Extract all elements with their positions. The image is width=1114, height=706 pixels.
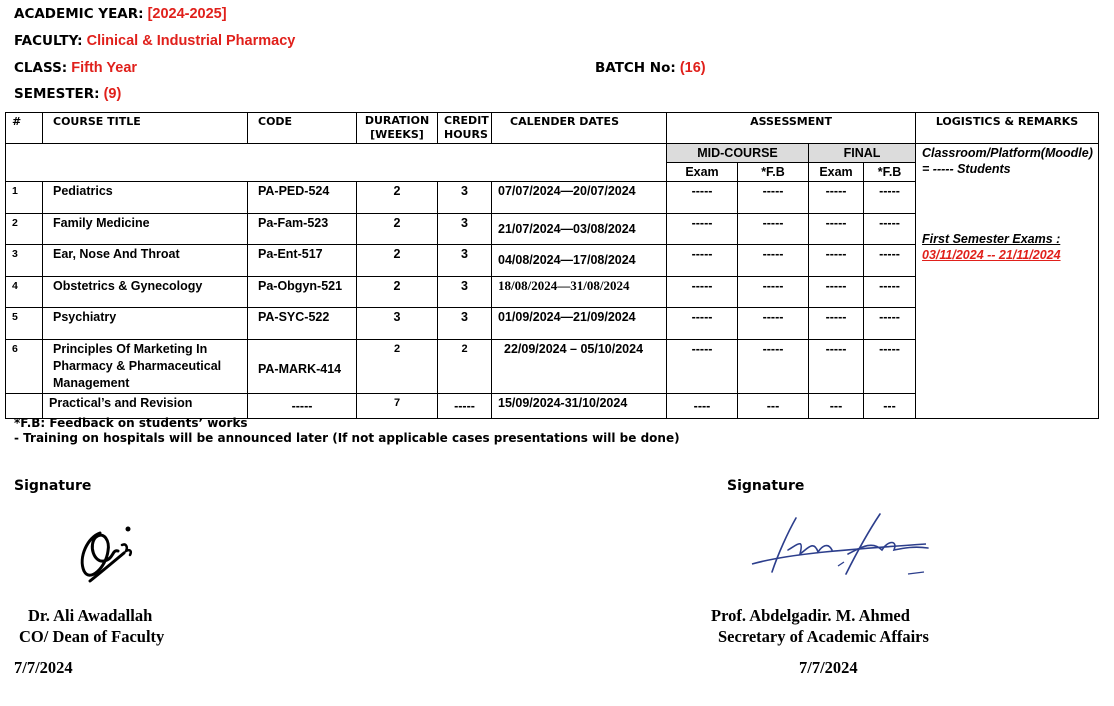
remarks-cell [916, 144, 1099, 419]
right-signature-date: 7/7/2024 [799, 658, 858, 677]
mid-fb-header: *F.B [738, 163, 809, 182]
row-mid-fb: ----- [738, 245, 809, 277]
row-final-fb: --- [864, 394, 916, 419]
row-duration: 2 [357, 214, 438, 245]
remarks-classroom: Classroom/Platform(Moodle) = ----- Students [922, 146, 1093, 176]
row-dates: 22/09/2024 – 05/10/2024 [492, 340, 667, 394]
row-code: Pa-Ent-517 [248, 245, 357, 277]
row-code: ----- [248, 394, 357, 419]
row-mid-exam: ----- [667, 308, 738, 340]
row-dates: 01/09/2024—21/09/2024 [492, 308, 667, 340]
academic-year-label: ACADEMIC YEAR: [14, 6, 144, 22]
row-dates: 21/07/2024—03/08/2024 [492, 214, 667, 245]
col-header-logistics: LOGISTICS & REMARKS [916, 113, 1099, 144]
row-duration: 2 [357, 277, 438, 308]
academic-year-value: [2024-2025] [147, 6, 227, 22]
faculty-value: Clinical & Industrial Pharmacy [86, 33, 296, 49]
left-signature-date: 7/7/2024 [14, 658, 73, 677]
row-duration: 2 [357, 245, 438, 277]
col-header-code: CODE [248, 113, 357, 144]
row-duration: 3 [357, 308, 438, 340]
semester-label: SEMESTER: [14, 86, 100, 102]
left-signature-label: Signature [14, 478, 92, 494]
remarks-exams-dates: 03/11/2024 -- 21/11/2024 [922, 248, 1061, 262]
final-fb-header: *F.B [864, 163, 916, 182]
row-mid-fb: ----- [738, 308, 809, 340]
row-credit: 2 [438, 340, 492, 394]
row-course-title: Obstetrics & Gynecology [43, 277, 248, 308]
row-final-exam: ----- [809, 340, 864, 394]
row-course-title: Family Medicine [43, 214, 248, 245]
row-final-exam: --- [809, 394, 864, 419]
row-final-exam: ----- [809, 214, 864, 245]
col-header-credit-hours: CREDIT HOURS [438, 113, 492, 144]
row-credit: ----- [438, 394, 492, 419]
col-header-assessment: ASSESSMENT [667, 113, 916, 144]
spacer-cell [6, 144, 667, 182]
batch-label: BATCH No: [595, 60, 676, 76]
row-duration: 2 [357, 182, 438, 214]
row-duration: 7 [357, 394, 438, 419]
right-signature-label: Signature [727, 478, 805, 494]
remarks-exams-label: First Semester Exams : [922, 232, 1061, 246]
row-code: PA-PED-524 [248, 182, 357, 214]
row-code: PA-MARK-414 [248, 340, 357, 394]
faculty-label: FACULTY: [14, 33, 83, 49]
row-mid-exam: ----- [667, 277, 738, 308]
row-code: Pa-Fam-523 [248, 214, 357, 245]
row-num: 5 [6, 308, 43, 340]
semester-line [14, 86, 121, 102]
row-mid-exam: ----- [667, 214, 738, 245]
assessment-group-row [6, 144, 1099, 163]
row-num: 4 [6, 277, 43, 308]
row-course-title: Principles Of Marketing In Pharmacy & Pharmaceutical Management [43, 340, 248, 394]
row-course-title: Pediatrics [43, 182, 248, 214]
row-final-fb: ----- [864, 308, 916, 340]
left-signatory-name: Dr. Ali Awadallah [28, 606, 153, 625]
row-mid-exam: ----- [667, 182, 738, 214]
row-final-exam: ----- [809, 182, 864, 214]
row-credit: 3 [438, 245, 492, 277]
col-header-duration: DURATION [WEEKS] [357, 113, 438, 144]
right-signatory-title: Secretary of Academic Affairs [718, 627, 929, 646]
col-header-calendar-dates: CALENDER DATES [492, 113, 667, 144]
col-header-course-title: COURSE TITLE [43, 113, 248, 144]
row-final-exam: ----- [809, 245, 864, 277]
row-final-exam: ----- [809, 277, 864, 308]
row-dates: 07/07/2024—20/07/2024 [492, 182, 667, 214]
row-dates: 15/09/2024-31/10/2024 [492, 394, 667, 419]
row-num: 1 [6, 182, 43, 214]
batch-value: (16) [679, 60, 706, 76]
row-num: 3 [6, 245, 43, 277]
row-code: Pa-Obgyn-521 [248, 277, 357, 308]
row-final-exam: ----- [809, 308, 864, 340]
right-signature-mark [748, 510, 938, 582]
col-header-num: # [6, 113, 43, 144]
row-final-fb: ----- [864, 245, 916, 277]
row-mid-fb: ----- [738, 277, 809, 308]
semester-value: (9) [103, 86, 122, 102]
class-label: CLASS: [14, 60, 68, 76]
row-course-title: Psychiatry [43, 308, 248, 340]
row-mid-exam: ---- [667, 394, 738, 419]
class-line [14, 60, 137, 76]
academic-year-line [14, 6, 227, 22]
left-signatory-title: CO/ Dean of Faculty [19, 627, 165, 646]
faculty-line [14, 33, 295, 49]
row-credit: 3 [438, 277, 492, 308]
row-mid-fb: --- [738, 394, 809, 419]
class-value: Fifth Year [71, 60, 138, 76]
final-header: FINAL [809, 144, 916, 163]
row-num [6, 394, 43, 419]
row-code: PA-SYC-522 [248, 308, 357, 340]
row-credit: 3 [438, 308, 492, 340]
batch-line [595, 60, 706, 76]
row-num: 6 [6, 340, 43, 394]
final-exam-header: Exam [809, 163, 864, 182]
row-final-fb: ----- [864, 214, 916, 245]
training-footnote: - Training on hospitals will be announced later (If not applicable cases presentations will be done) [14, 431, 680, 445]
mid-course-header: MID-COURSE [667, 144, 809, 163]
row-dates: 18/08/2024—31/08/2024 [492, 277, 667, 308]
row-credit: 3 [438, 214, 492, 245]
row-mid-fb: ----- [738, 214, 809, 245]
row-final-fb: ----- [864, 182, 916, 214]
row-course-title: Practical’s and Revision [43, 394, 248, 419]
table-header-row [6, 113, 1099, 144]
left-signature-mark [70, 515, 140, 590]
row-duration: 2 [357, 340, 438, 394]
row-final-fb: ----- [864, 277, 916, 308]
row-mid-fb: ----- [738, 182, 809, 214]
row-num: 2 [6, 214, 43, 245]
row-mid-exam: ----- [667, 340, 738, 394]
row-mid-exam: ----- [667, 245, 738, 277]
right-signatory-name: Prof. Abdelgadir. M. Ahmed [711, 606, 910, 625]
row-final-fb: ----- [864, 340, 916, 394]
row-course-title: Ear, Nose And Throat [43, 245, 248, 277]
fb-footnote: *F.B: Feedback on students’ works [14, 416, 248, 430]
course-schedule-table [5, 112, 1099, 419]
mid-exam-header: Exam [667, 163, 738, 182]
row-dates: 04/08/2024—17/08/2024 [492, 245, 667, 277]
row-mid-fb: ----- [738, 340, 809, 394]
row-credit: 3 [438, 182, 492, 214]
